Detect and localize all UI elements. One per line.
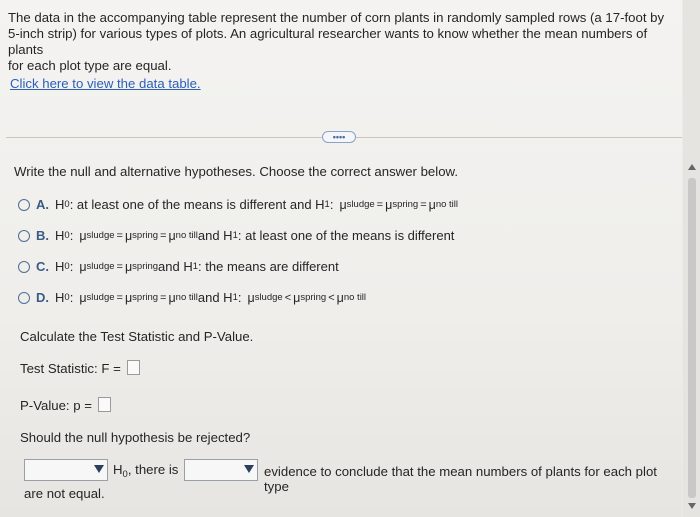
there-is-text: , there is [127,462,179,477]
separator: : [69,228,74,243]
option-c[interactable]: C. H 0 : μ sludge = μ spring and H 1 : the means are different [18,259,339,274]
h0-symbol: H [55,228,65,243]
operator: < [284,291,292,304]
mu-symbol: μ [293,290,301,305]
radio-button-a[interactable] [18,199,30,211]
and-h1: and H [197,228,233,243]
mu-symbol: μ [247,290,255,305]
option-b[interactable]: B. H 0 : μ sludge = μ spring = μ no till and H 1 : at least one of the means is different [18,228,454,243]
option-letter: A. [36,197,49,212]
operator: = [116,260,123,273]
evidence-dropdown[interactable] [184,459,258,481]
radio-button-d[interactable] [18,292,30,304]
problem-line: The data in the accompanying table represent the number of corn plants in randomly sampled rows (a 17-foot by [8,10,665,25]
test-statistic-input[interactable] [127,360,140,375]
h1-statement: : the means are different [198,259,339,274]
separator: : [329,197,334,212]
mu-symbol: μ [168,228,176,243]
reject-decision-dropdown[interactable] [24,459,108,481]
scroll-down-arrow-icon[interactable] [688,503,696,509]
p-value-label: P-Value: p = [20,398,92,413]
conclusion-h0 [113,462,179,480]
option-letter: B. [36,228,49,243]
h1-statement: : at least one of the means is different [237,228,455,243]
mu-symbol: μ [336,290,344,305]
h0-symbol: H [113,462,123,477]
separator: : [69,259,74,274]
scroll-up-arrow-icon[interactable] [688,164,696,170]
mu-symbol: μ [428,197,436,212]
mu-symbol: μ [124,259,133,274]
operator: = [376,198,384,211]
chevron-down-icon [94,465,104,473]
option-a[interactable]: A. H 0 : at least one of the means is different and H 1 : μ sludge = μ spring = μ no till [18,197,458,212]
and-h1: and H [197,290,233,305]
reject-question: Should the null hypothesis be rejected? [20,430,251,445]
hypotheses-question: Write the null and alternative hypotheses. Choose the correct answer below. [14,164,458,179]
operator: = [160,229,167,242]
problem-line: 5-inch strip) for various types of plots. An agricultural researcher wants to know whether the mean numbers of plants [8,26,648,57]
test-statistic-label: Test Statistic: F = [20,361,121,376]
mu-symbol: μ [339,197,347,212]
mu-symbol: μ [79,228,87,243]
mu-symbol: μ [79,290,87,305]
h0-symbol: H [55,290,65,305]
separator: : [237,290,242,305]
option-d[interactable]: D. H 0 : μ sludge = μ spring = μ no till and H 1 : μ sludge < μ spring < μ no till [18,290,366,305]
radio-button-b[interactable] [18,230,30,242]
problem-statement [8,10,676,74]
radio-button-c[interactable] [18,261,30,273]
subscript: 0 [122,469,128,480]
option-letter: C. [36,259,49,274]
and-h1: and H [158,259,193,274]
problem-line: for each plot type are equal. [8,58,172,73]
h0-symbol: H [55,197,65,212]
mu-symbol: μ [79,259,87,274]
calculate-prompt: Calculate the Test Statistic and P-Value. [20,329,254,344]
mu-symbol: μ [385,197,393,212]
mu-symbol: μ [168,290,176,305]
option-letter: D. [36,290,49,305]
h0-symbol: H [55,259,65,274]
h0-statement: : at least one of the means is different and H [69,197,325,212]
mu-symbol: μ [124,290,133,305]
data-table-link[interactable]: Click here to view the data table. [10,76,201,91]
operator: = [420,198,427,211]
separator: : [69,290,74,305]
operator: < [328,291,335,304]
vertical-scrollbar[interactable] [683,0,700,517]
operator: = [116,291,123,304]
chevron-down-icon [244,465,254,473]
operator: = [160,291,167,304]
scroll-thumb[interactable] [688,178,696,498]
conclusion-continued: are not equal. [24,486,105,501]
conclusion-text: evidence to conclude that the mean numbers of plants for each plot type [264,464,657,494]
mu-symbol: μ [124,228,133,243]
expand-more-button[interactable]: •••• [322,131,356,143]
p-value-input[interactable] [98,397,111,412]
operator: = [116,229,123,242]
